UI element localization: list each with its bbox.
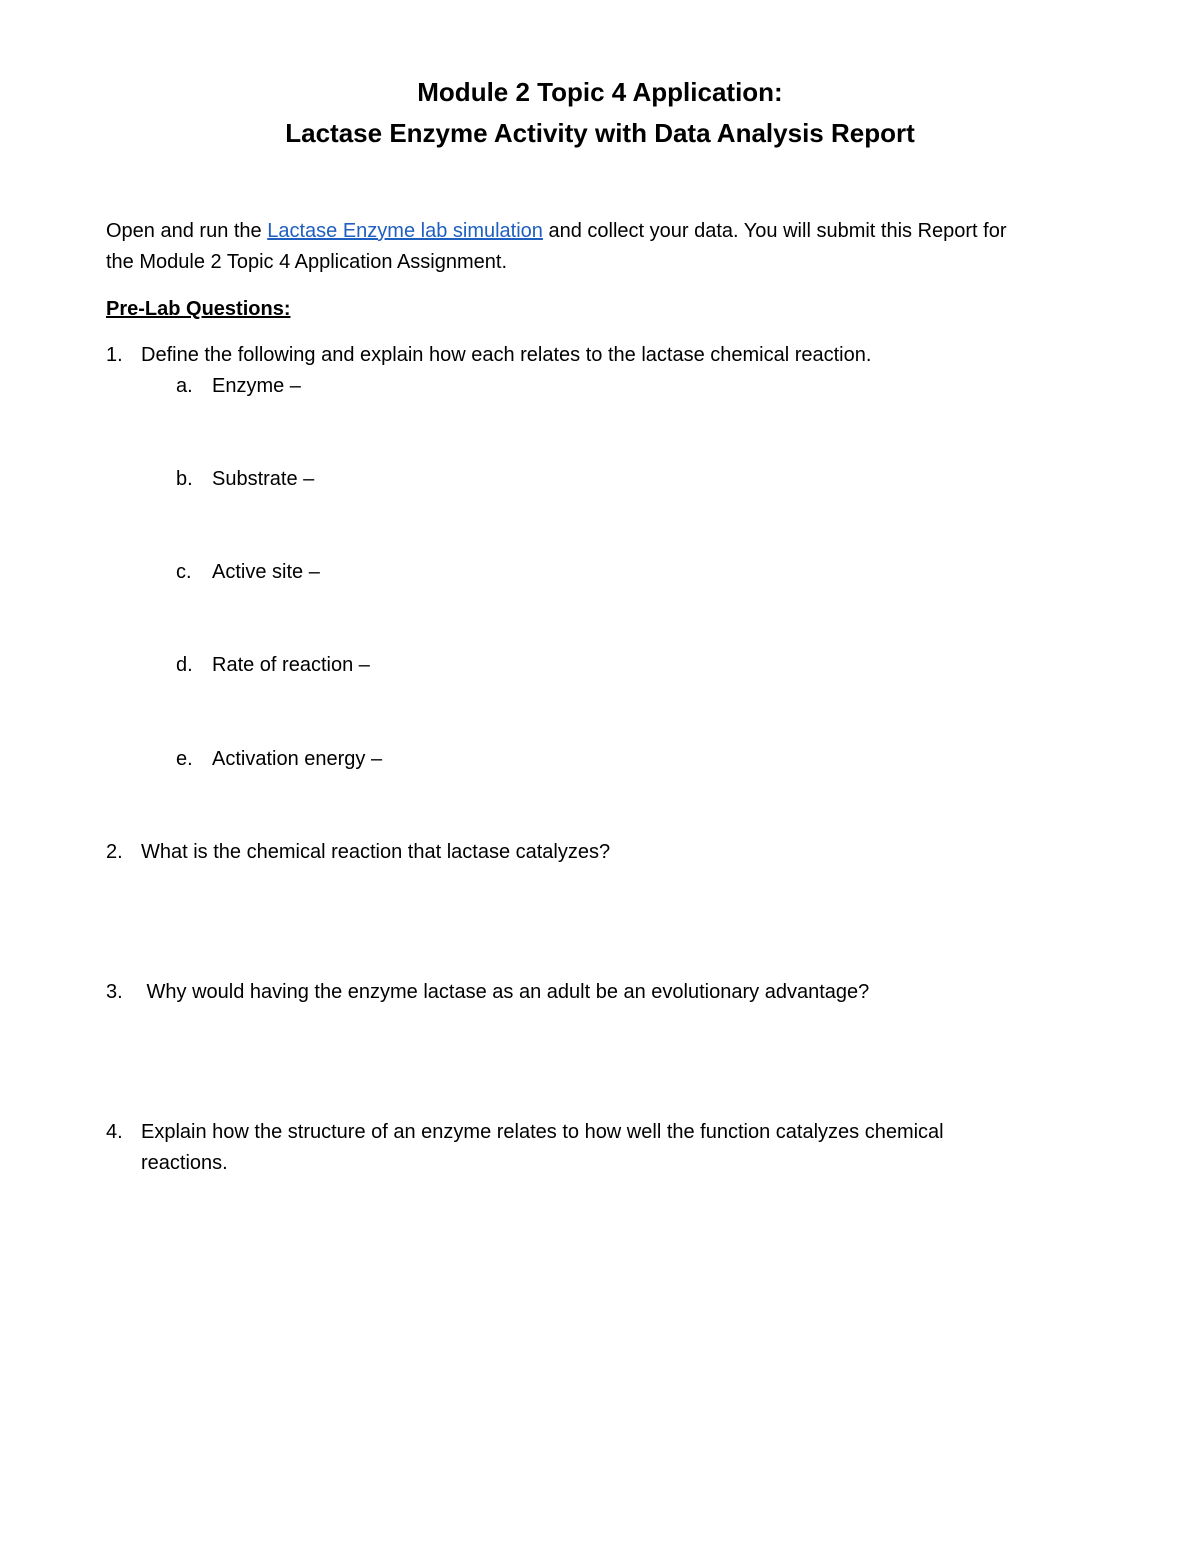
prelab-heading: Pre-Lab Questions: [106, 298, 291, 320]
question-4-text: Explain how the structure of an enzyme relates to how well the function catalyzes chemical [141, 1121, 944, 1143]
question-3-number: 3. [106, 981, 123, 1003]
subitem-c-text: Active site – [212, 561, 320, 583]
subitem-e-letter: e. [176, 748, 193, 770]
question-3-text: Why would having the enzyme lactase as an adult be an evolutionary advantage? [141, 981, 870, 1003]
question-2-text: What is the chemical reaction that lactase catalyzes? [141, 841, 611, 863]
intro-text-before-link: Open and run the [106, 220, 268, 242]
lactase-simulation-link[interactable]: Lactase Enzyme lab simulation [267, 220, 543, 242]
subitem-c-letter: c. [176, 561, 192, 583]
subitem-d-letter: d. [176, 654, 193, 676]
subitem-a-letter: a. [176, 375, 193, 397]
subitem-b-text: Substrate – [212, 468, 315, 490]
subitem-a-text: Enzyme – [212, 375, 301, 397]
document-title-line-2: Lactase Enzyme Activity with Data Analysis Report [285, 118, 915, 148]
question-2-number: 2. [106, 841, 123, 863]
question-4-number: 4. [106, 1121, 123, 1143]
intro-paragraph-line-2: the Module 2 Topic 4 Application Assignment. [106, 251, 507, 273]
subitem-b-letter: b. [176, 468, 193, 490]
subitem-e-text: Activation energy – [212, 748, 383, 770]
intro-paragraph-line-1 [106, 218, 1007, 244]
intro-text-after-link: and collect your data. You will submit this Report for [542, 220, 1007, 242]
question-1-number: 1. [106, 344, 123, 366]
subitem-d-text: Rate of reaction – [212, 654, 370, 676]
question-4-text-line-2: reactions. [141, 1152, 228, 1174]
document-title-line-1: Module 2 Topic 4 Application: [417, 77, 783, 107]
question-1-text: Define the following and explain how each relates to the lactase chemical reaction. [141, 344, 872, 366]
